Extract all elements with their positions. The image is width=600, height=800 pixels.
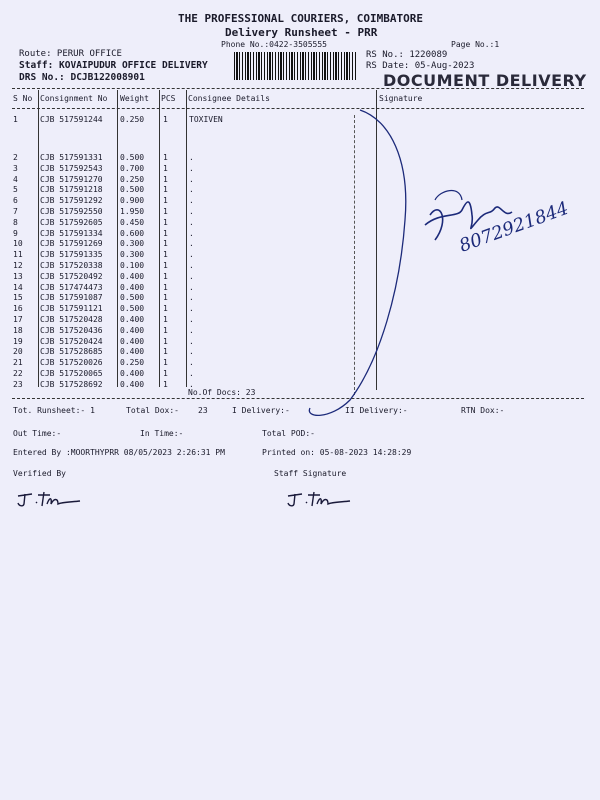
- in-time: In Time:-: [140, 429, 184, 438]
- row-weight: 0.400: [120, 315, 145, 324]
- row-pcs: 1: [163, 174, 168, 184]
- row-sno: 16: [13, 304, 23, 314]
- row-sno: 10: [13, 239, 23, 249]
- row-consignment: CJB 517520492: [40, 271, 103, 281]
- row-sno: 23: [13, 379, 23, 389]
- total-dox-value: 23: [198, 406, 208, 415]
- row-consignment: CJB 517520026: [40, 358, 103, 368]
- row-details: .: [189, 196, 194, 206]
- col-weight: Weight: [120, 94, 149, 103]
- row-pcs: 1: [163, 207, 168, 216]
- entered-by: Entered By :MOORTHYPRR 08/05/2023 2:26:31 PM: [13, 448, 225, 457]
- row-weight: 0.700: [120, 163, 145, 173]
- row-sno: 13: [13, 271, 23, 281]
- no-of-docs: No.Of Docs: 23: [188, 388, 256, 397]
- row-weight: 0.400: [120, 282, 145, 292]
- page-number: Page No.:1: [451, 40, 500, 49]
- col-consignee-details: Consignee Details: [188, 94, 270, 103]
- row-consignment: CJB 517520338: [40, 261, 103, 270]
- company-name: THE PROFESSIONAL COURIERS, COIMBATORE: [178, 12, 424, 25]
- row-sno: 21: [13, 358, 23, 368]
- out-time: Out Time:-: [13, 429, 62, 438]
- verified-by: Verified By: [13, 469, 66, 478]
- document-delivery-stamp: DOCUMENT DELIVERY: [383, 71, 587, 90]
- row-pcs: 1: [163, 261, 168, 270]
- row-pcs: 1: [163, 185, 168, 195]
- row-pcs: 1: [163, 217, 168, 227]
- drs-number: DRS No.: DCJB122008901: [19, 72, 145, 83]
- row-weight: 0.500: [120, 293, 145, 303]
- row-consignment: CJB 517528685: [40, 347, 103, 357]
- col-signature: Signature: [379, 94, 423, 103]
- row-weight: 0.900: [120, 196, 145, 206]
- row-sno: 2: [13, 153, 18, 162]
- row-weight: 0.250: [120, 174, 145, 184]
- row-sno: 12: [13, 261, 23, 270]
- recipient-signature: [290, 100, 590, 430]
- row-consignment: CJB 517520065: [40, 369, 103, 378]
- rs-number: RS No.: 1220089: [366, 50, 448, 60]
- row-details: .: [189, 304, 194, 314]
- row-sno: 11: [13, 250, 23, 260]
- row-details: .: [189, 347, 194, 357]
- row-pcs: 1: [163, 379, 168, 389]
- col-pcs: PCS: [161, 94, 176, 103]
- row-pcs: 1: [163, 336, 168, 346]
- row-weight: 0.300: [120, 250, 145, 260]
- row-consignment: CJB 517591292: [40, 196, 103, 206]
- row-consignment: CJB 517528692: [40, 379, 103, 389]
- row-sno: 7: [13, 207, 18, 216]
- row-sno: 14: [13, 282, 23, 292]
- row-weight: 0.400: [120, 347, 145, 357]
- row-weight: 0.500: [120, 185, 145, 195]
- row-pcs: 1: [163, 115, 168, 124]
- row-details: .: [189, 228, 194, 238]
- row-pcs: 1: [163, 304, 168, 314]
- row-pcs: 1: [163, 325, 168, 335]
- row-weight: 0.400: [120, 369, 145, 378]
- row-details: .: [189, 358, 194, 368]
- row-consignment: CJB 517591270: [40, 174, 103, 184]
- col-consignment: Consignment No: [40, 94, 108, 103]
- verifier-signature: [14, 486, 84, 510]
- i-delivery: I Delivery:-: [232, 406, 290, 415]
- row-sno: 9: [13, 228, 18, 238]
- row-consignment: CJB 517591334: [40, 228, 103, 238]
- row-weight: 0.400: [120, 271, 145, 281]
- total-pod: Total POD:-: [262, 429, 315, 438]
- tot-runsheet: Tot. Runsheet:- 1: [13, 406, 95, 415]
- row-sno: 22: [13, 369, 23, 378]
- row-details: .: [189, 185, 194, 195]
- document-title: Delivery Runsheet - PRR: [225, 26, 378, 39]
- row-consignment: CJB 517591121: [40, 304, 103, 314]
- row-details: .: [189, 217, 194, 227]
- row-weight: 1.950: [120, 207, 145, 216]
- ii-delivery: II Delivery:-: [345, 406, 408, 415]
- row-consignment: CJB 517592550: [40, 207, 103, 216]
- row-weight: 0.300: [120, 239, 145, 249]
- row-details: .: [189, 153, 194, 162]
- staff-signature: Staff Signature: [274, 469, 347, 478]
- row-weight: 0.250: [120, 358, 145, 368]
- row-details: .: [189, 250, 194, 260]
- row-sno: 8: [13, 217, 18, 227]
- row-consignment: CJB 517592543: [40, 163, 103, 173]
- row-sno: 3: [13, 163, 18, 173]
- row-pcs: 1: [163, 293, 168, 303]
- row-consignment: CJB 517591269: [40, 239, 103, 249]
- row-consignment: CJB 517591244: [40, 115, 103, 124]
- row-pcs: 1: [163, 358, 168, 368]
- row-pcs: 1: [163, 228, 168, 238]
- row-sno: 5: [13, 185, 18, 195]
- row-pcs: 1: [163, 315, 168, 324]
- col-sno: S No: [13, 94, 33, 103]
- route: Route: PERUR OFFICE: [19, 49, 122, 59]
- row-weight: 0.250: [120, 115, 145, 124]
- row-weight: 0.400: [120, 325, 145, 335]
- row-details: .: [189, 369, 194, 378]
- row-pcs: 1: [163, 153, 168, 162]
- row-details: .: [189, 315, 194, 324]
- row-sno: 4: [13, 174, 18, 184]
- staff-signature-mark: [284, 486, 354, 510]
- row-details: .: [189, 282, 194, 292]
- row-weight: 0.400: [120, 379, 145, 389]
- header-top-rule: [12, 88, 584, 89]
- row-sno: 17: [13, 315, 23, 324]
- barcode: [234, 52, 357, 80]
- row-details: TOXIVEN: [189, 115, 223, 124]
- row-consignment: CJB 517591331: [40, 153, 103, 162]
- staff: Staff: KOVAIPUDUR OFFICE DELIVERY: [19, 60, 208, 71]
- row-details: .: [189, 325, 194, 335]
- row-pcs: 1: [163, 163, 168, 173]
- row-details: .: [189, 271, 194, 281]
- rs-date: RS Date: 05-Aug-2023: [366, 61, 475, 71]
- row-sno: 18: [13, 325, 23, 335]
- row-consignment: CJB 517474473: [40, 282, 103, 292]
- row-pcs: 1: [163, 196, 168, 206]
- row-details: .: [189, 336, 194, 346]
- printed-on: Printed on: 05-08-2023 14:28:29: [262, 448, 412, 457]
- row-consignment: CJB 517520436: [40, 325, 103, 335]
- row-sno: 15: [13, 293, 23, 303]
- row-consignment: CJB 517520424: [40, 336, 103, 346]
- row-weight: 0.100: [120, 261, 145, 270]
- row-details: .: [189, 239, 194, 249]
- row-consignment: CJB 517591218: [40, 185, 103, 195]
- row-details: .: [189, 261, 194, 270]
- row-consignment: CJB 517592605: [40, 217, 103, 227]
- row-details: .: [189, 163, 194, 173]
- row-pcs: 1: [163, 250, 168, 260]
- footer-rule: [12, 398, 584, 399]
- row-pcs: 1: [163, 369, 168, 378]
- row-details: .: [189, 174, 194, 184]
- total-dox-label: Total Dox:-: [126, 406, 179, 415]
- row-pcs: 1: [163, 282, 168, 292]
- row-pcs: 1: [163, 347, 168, 357]
- row-consignment: CJB 517591335: [40, 250, 103, 260]
- handwritten-phone: 8072921844: [456, 197, 572, 257]
- row-sno: 6: [13, 196, 18, 206]
- row-sno: 19: [13, 336, 23, 346]
- row-sno: 20: [13, 347, 23, 357]
- row-consignment: CJB 517591087: [40, 293, 103, 303]
- row-details: .: [189, 207, 194, 216]
- row-weight: 0.600: [120, 228, 145, 238]
- row-pcs: 1: [163, 239, 168, 249]
- row-consignment: CJB 517520428: [40, 315, 103, 324]
- row-details: .: [189, 293, 194, 303]
- rtn-dox: RTN Dox:-: [461, 406, 505, 415]
- row-weight: 0.500: [120, 153, 145, 162]
- row-weight: 0.450: [120, 217, 145, 227]
- row-weight: 0.500: [120, 304, 145, 314]
- row-pcs: 1: [163, 271, 168, 281]
- phone-number: Phone No.:0422-3505555: [221, 40, 327, 49]
- row-details: .: [189, 379, 194, 389]
- row-sno: 1: [13, 115, 18, 124]
- row-weight: 0.400: [120, 336, 145, 346]
